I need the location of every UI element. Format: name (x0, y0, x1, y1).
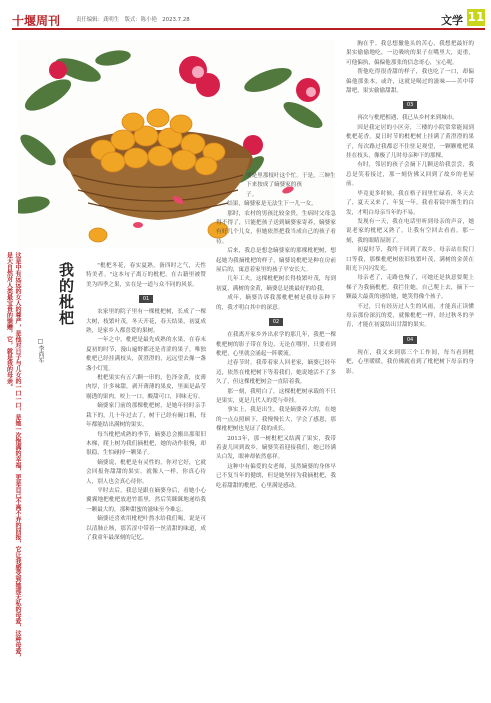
paragraph: 现在，我又来到那三个工作间，每当看到枇杷，心里暖暖，我仿佛就看到了枇杷树下母亲的身影。 (346, 349, 474, 375)
paragraph: "枇杷冬花，春实夏熟，备四时之气，天性特美者。"这本句子离万的枇杷，在古籍里被赞美为四季之果，实在是一道与众不同的风景。 (86, 263, 206, 288)
paragraph: 胸在乎。我总想撤他头的苦心，我想把最好的果实偷偷地吃，一边吸吮的果子在嘴里大，更重，可他偏执，偏偏他那张的信念哥心，宝心呢。 (346, 41, 474, 66)
paragraph: 平时去后，我总是跟在嫡婆身后，看她小心翼翼地把枇杷放进竹篮里，然后笑眯眯地递给我一颗最大的，那种甜蜜的滋味至今难忘。 (86, 487, 206, 513)
paragraph: 不过，只有经历过人生的风雨，才能真正读懂母亲那份深沉的爱，就像枇杷一样，经过秋冬的孕育，才能在初夏结出甘甜的果实。 (346, 303, 474, 329)
masthead: 十堰周刊 (12, 14, 61, 28)
section-number-04: 04 (403, 336, 417, 344)
caption-line: 下来按成了嫡婆家的孩 (246, 182, 302, 189)
paragraph: 几年工夫，这棵枇杷树长得枝繁叶茂，每到初夏，满树的金黄，嫡婆总是挑最好的给我。 (216, 276, 336, 292)
page-number: 11 (467, 10, 485, 24)
paragraph: 2013年，那一树枇杷又结满了果实，我带着妻儿回到故乡，嫡婆笑着迎接我们，她已经满头白发，眼神却依然慈祥。 (216, 435, 336, 461)
column-middle (216, 172, 336, 692)
paragraph: 初夏时节，我终于回到了故乡，母亲站在院门口等我，那棵枇杷树依旧枝繁叶茂，满树的金黄在阳光下闪闪发光。 (346, 247, 474, 272)
editor-meta: 责任编辑：龚明生 版式：陈小艳 2023.7.28 (76, 17, 190, 23)
section-number-03: 03 (403, 101, 417, 109)
article-title: 我的枇杷 (57, 262, 75, 326)
paragraph: 再次与枇杷相遇，我已从乡村来到城市。 (357, 115, 458, 122)
article-lead: 这是中有远远的女人的尊严，是他对日子与儿女的一口一口，是她一次饱满的幸福，更是自己不离不弃的回报，它让我感受到她那无私的母爱，这种母爱，是大自然对人类最宝贵的馈赠，它，就是我的母亲。 (5, 252, 21, 660)
paragraph: 嫡婆还喜欢用枇杷叶熬水给我们喝，说是可以清肺止咳，那苦涩中带着一丝清甜的味道，成了我童年最深刻的记忆。 (86, 516, 206, 541)
paragraph: 这种中有偏爱的女老师，虽然嫡婆的身体早已不复当年的健朗，但是她坚持为我摘枇杷，我吃着甜甜的枇杷，心里满是感动。 (216, 463, 336, 489)
paragraph: 在我离开家乡外出求学的那几年，我把一棵枇杷树的影子带在身边，无论在哪里，只要看到枇杷，心里就会涌起一阵暖流。 (216, 332, 336, 357)
paragraph: 过春节时，我带着家人回老家，嫡婆已经年迈，依然在枇杷树下等着我们，她说她活不了多久了，但这棵枇杷树会一直陪着我。 (216, 360, 336, 386)
section-number-02: 02 (269, 318, 283, 326)
caption-line: 要是里那枝叶这个忙。于是，三婶生 (246, 173, 336, 179)
paragraph: 母亲老了，走路也慢了，可她还是执意要爬上梯子为我摘枇杷。我拦住她，自己爬上去，摘下一颗最大最黄的递给她，她笑得像个孩子。 (346, 275, 474, 301)
paragraph: 枇杷果实有五六颗一串的，色泽金黄，皮薄肉厚，汁多味甜，剥开薄薄的果皮，里面是晶莹剔透的果肉，咬上一口，酸甜可口，回味无穷。 (86, 375, 206, 400)
article-author: □李尚军 (37, 338, 44, 363)
paragraph: 成年，嫡婆告诉我那枇杷树是我母亲种下的，我才明白其中的深意。 (216, 295, 336, 311)
paragraph: 那一刻，我明白了，这棵枇杷树承载的不只是果实，更是几代人的爱与牵挂。 (216, 388, 336, 404)
column-left (86, 262, 206, 692)
paragraph: 那时，农村的男孩比较金贵，生病时父母急得不得了，只能把孩子送到嫡婆家寄养，嫡婆家有好几个儿女，但她依然把我当成自己的孩子看待。 (216, 210, 336, 245)
page-header (0, 0, 491, 36)
paragraph: 有时，邻居的孩子会摘下几颗送给我尝尝，我总是笑着接过，那一刻仿佛又回到了故乡的老屋前。 (346, 162, 474, 188)
paragraph: 嫡婆家门前的那棵枇杷树，是她年轻时亲手栽下的，几十年过去了，树干已经有碗口粗，每年都能结出满树的果实。 (86, 403, 206, 429)
column-right (346, 40, 474, 692)
header-rule (12, 28, 485, 30)
section-title: 文学 (441, 14, 463, 27)
paragraph: 农家里的院子里有一棵枇杷树，长成了一棵大树，枝繁叶茂，冬天开花，春天结果，初夏成熟，是家乡人都喜爱的果树。 (86, 309, 206, 335)
paragraph: 一年之中，枇杷是最先成熟的水果，在春末夏初的时节，漫山遍野都还是青涩的果子，唯独枇杷已经挂满枝头，黄澄澄的，远远望去像一盏盏小灯笼。 (86, 337, 206, 372)
paragraph: 后来，我总是想念嫡婆家的那棵枇杷树，想起她为我摘枇杷的样子，嫡婆说枇杷是种在房前屋后的，寓意着家里的孩子平安长大。 (216, 248, 336, 274)
paragraph: 每当枇杷成熟的季节，嫡婆总会搬出那架旧木梯，爬上树为我们摘枇杷，她的动作很慢，却很稳，生怕碰掉一颗果子。 (86, 431, 206, 457)
paragraph: 帮他吃得很香甜的样子，我也吃了一口，却偏偏他那张本，或许，这就是喝过的滋味——苦中带甜吧，果实偷偷甜甜。 (346, 69, 474, 95)
paragraph: 事实上，我是出生，我是嫡婆养大的，在她的一点点照顾下，我慢慢长大，学会了感恩，那棵枇杷树也见证了我的成长。 (216, 407, 336, 433)
paragraph: 结果，嫡婆家是无法生下一儿一女。 (227, 201, 317, 208)
paragraph: 发现有一天，我在电话里听到母亲的声音，她说老家的枇杷又熟了，让我有空回去看看。那一刻，我的眼睛湿润了。 (346, 218, 474, 244)
paragraph: 毕竟更多时候，我在格子间里忙碌着，冬天去了，夏天又来了，年复一年。我看着镜中渐生的白发，才明白母亲当年的不易。 (346, 190, 474, 216)
section-number-01: 01 (139, 295, 153, 303)
caption-line: 子。 (246, 191, 258, 198)
paragraph: 嫡婆说，枇杷是有灵性的，你对它好，它就会回报你甜甜的果实，就像人一样，你真心待人，别人也会真心待你。 (86, 459, 206, 485)
paragraph: 因是我定居的小区旁，三楼的小院常常能闻到枇杷花香。夏日时节的枇杷树上挂满了黄澄澄的果子，每次路过我都忍不住驻足观望，一颗颗枇杷果挂在枝头，像极了儿时母亲种下的那棵。 (346, 124, 474, 160)
